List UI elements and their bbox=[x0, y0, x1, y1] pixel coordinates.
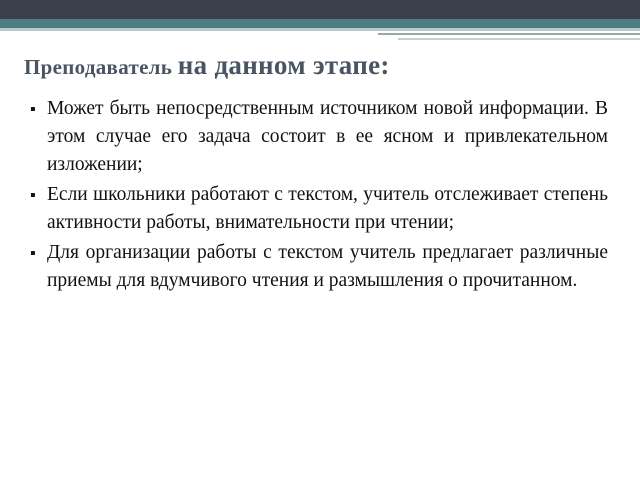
top-band-teal bbox=[0, 19, 640, 28]
bullet-text: Для организации работы с текстом учитель предлагает различные приемы для вдумчивого чтения и размышления о прочитанном. bbox=[47, 242, 608, 291]
bullet-icon: ▪ bbox=[30, 245, 36, 262]
slide-title bbox=[24, 50, 624, 81]
bullet-list bbox=[30, 95, 608, 297]
bullet-item bbox=[30, 181, 608, 237]
slide-title-part2: на данном этапе: bbox=[177, 50, 390, 80]
bullet-icon: ▪ bbox=[30, 187, 36, 204]
accent-line-upper bbox=[378, 33, 640, 35]
slide-title-part1: Преподаватель bbox=[24, 55, 178, 79]
bullet-text: Может быть непосредственным источником новой информации. В этом случае его задача состоит в ее ясном и привлекательном изложении; bbox=[47, 98, 608, 175]
bullet-item bbox=[30, 239, 608, 295]
bullet-text: Если школьники работают с текстом, учитель отслеживает степень активности работы, внимательности при чтении; bbox=[47, 184, 608, 233]
bullet-icon: ▪ bbox=[30, 101, 36, 118]
bullet-item bbox=[30, 95, 608, 179]
top-band-dark bbox=[0, 0, 640, 19]
accent-line-lower bbox=[398, 38, 640, 40]
top-band-light bbox=[0, 28, 640, 31]
